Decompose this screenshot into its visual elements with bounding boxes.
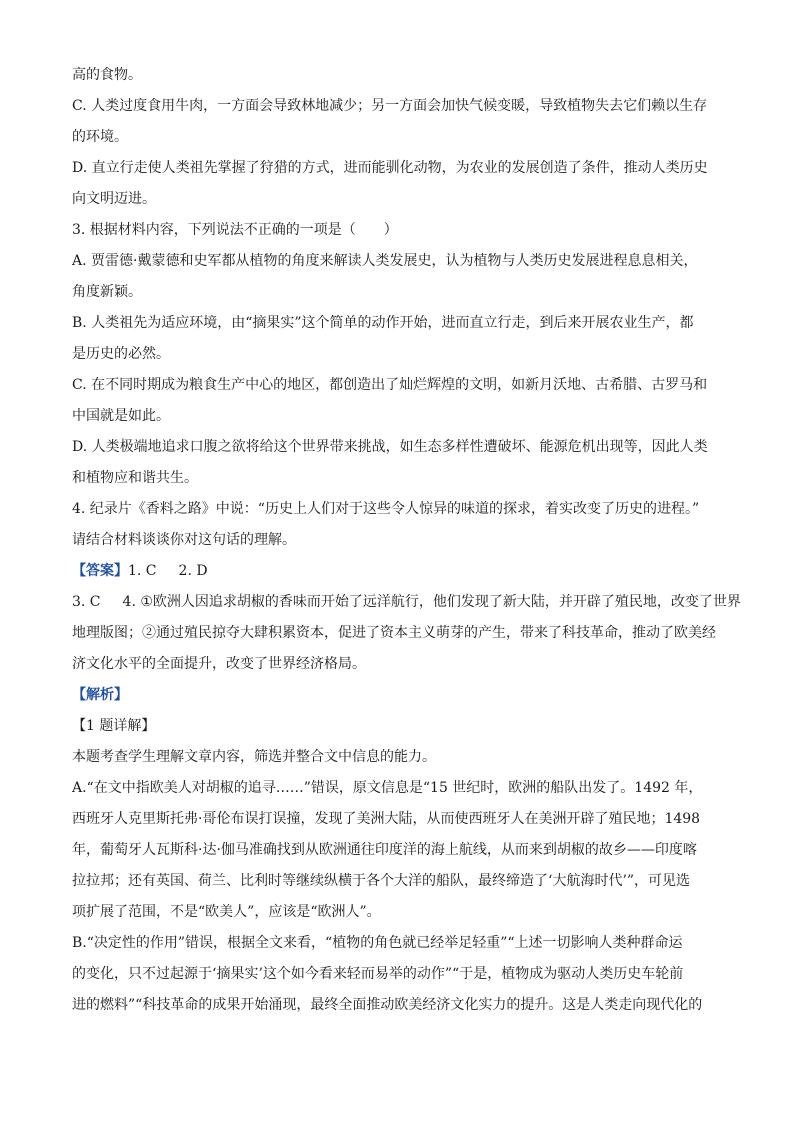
answer-4-cont: 济文化水平的全面提升，改变了世界经济格局。 xyxy=(72,656,366,672)
analysis-label: 【解析】 xyxy=(72,687,128,703)
text-line: 高的食物。 xyxy=(72,67,142,83)
analysis-subheading: 【1 题详解】 xyxy=(72,718,156,734)
option-d-line: D. 人类极端地追求口腹之欲将给这个世界带来挑战，如生态多样性遭破坏、能源危机出现等，因此人类 xyxy=(72,439,708,455)
analysis-line: A.“在文中指欧美人对胡椒的追寻……”错误，原文信息是“15 世纪时，欧洲的船队出发了。1492 年， xyxy=(72,780,703,796)
answer-4-cont: 地理版图；②通过殖民掠夺大肆积累资本，促进了资本主义萌芽的产生，带来了科技革命，推动了欧美经 xyxy=(72,625,716,641)
analysis-line: 的变化，只不过起源于‘摘果实’这个如今看来轻而易举的动作”“于是，植物成为驱动人类历史车轮前 xyxy=(72,966,684,982)
text-line: 中国就是如此。 xyxy=(72,408,170,424)
document-page xyxy=(72,60,741,1021)
analysis-line: 项扩展了范围，不是“欧美人”，应该是“欧洲人”。 xyxy=(72,904,381,920)
option-c-line: C. 在不同时期成为粮食生产中心的地区，都创造出了灿烂辉煌的文明，如新月沃地、古希腊、古罗马和 xyxy=(72,377,708,393)
text-line: 请结合材料谈谈你对这句话的理解。 xyxy=(72,532,296,548)
answer-1: 1. C xyxy=(128,563,157,579)
option-d-line: D. 直立行走使人类祖先掌握了狩猎的方式，进而能驯化动物，为农业的发展创造了条件，推动人类历史 xyxy=(72,160,708,176)
analysis-label-line xyxy=(72,680,722,711)
text-line: 向文明迈进。 xyxy=(72,191,156,207)
text-line: 是历史的必然。 xyxy=(72,346,170,362)
text-line: 和植物应和谐共生。 xyxy=(72,470,198,486)
text-line: 角度新颖。 xyxy=(72,284,142,300)
analysis-line: 本题考查学生理解文章内容，筛选并整合文中信息的能力。 xyxy=(72,749,436,765)
answer-4: 4. ①欧洲人因追求胡椒的香味而开始了远洋航行，他们发现了新大陆，并开辟了殖民地，改变了世界 xyxy=(122,594,741,610)
analysis-line: 年，葡萄牙人瓦斯科·达·伽马准确找到从欧洲通往印度洋的海上航线，从而来到胡椒的故乡——印度喀 xyxy=(72,842,697,858)
option-a-line: A. 贾雷德·戴蒙德和史军都从植物的角度来解读人类发展史，认为植物与人类历史发展进程息息相关， xyxy=(72,253,698,269)
answer-label: 【答案】 xyxy=(72,563,128,579)
answer-2: 2. D xyxy=(178,563,208,579)
answer-3: 3. C xyxy=(72,594,101,610)
answer-line-2 xyxy=(72,587,741,618)
analysis-line: 拉拉邦；还有英国、荷兰、比利时等继续纵横于各个大洋的船队，最终缔造了‘大航海时代’”，可见选 xyxy=(72,873,691,889)
analysis-line: B.“决定性的作用”错误，根据全文来看，“植物的角色就已经举足轻重”“上述一切影响人类种群命运 xyxy=(72,935,683,951)
question-3: 3. 根据材料内容，下列说法不正确的一项是（ ） xyxy=(72,222,398,238)
question-4: 4. 纪录片《香料之路》中说：“历史上人们对于这些令人惊异的味道的探求，着实改变了历史的进程。” xyxy=(72,501,700,517)
option-c-line: C. 人类过度食用牛肉，一方面会导致林地减少；另一方面会加快气候变暖，导致植物失去它们赖以生存 xyxy=(72,98,708,114)
option-b-line: B. 人类祖先为适应环境，由“摘果实”这个简单的动作开始，进而直立行走，到后来开展农业生产，都 xyxy=(72,315,694,331)
analysis-line: 进的燃料”“科技革命的成果开始涌现，最终全面推动欧美经济文化实力的提升。这是人类走向现代化的 xyxy=(72,997,703,1013)
analysis-line: 西班牙人克里斯托弗·哥伦布误打误撞，发现了美洲大陆，从而使西班牙人在美洲开辟了殖民地；1498 xyxy=(72,811,701,827)
answer-line xyxy=(72,556,722,587)
text-line: 的环境。 xyxy=(72,129,128,145)
